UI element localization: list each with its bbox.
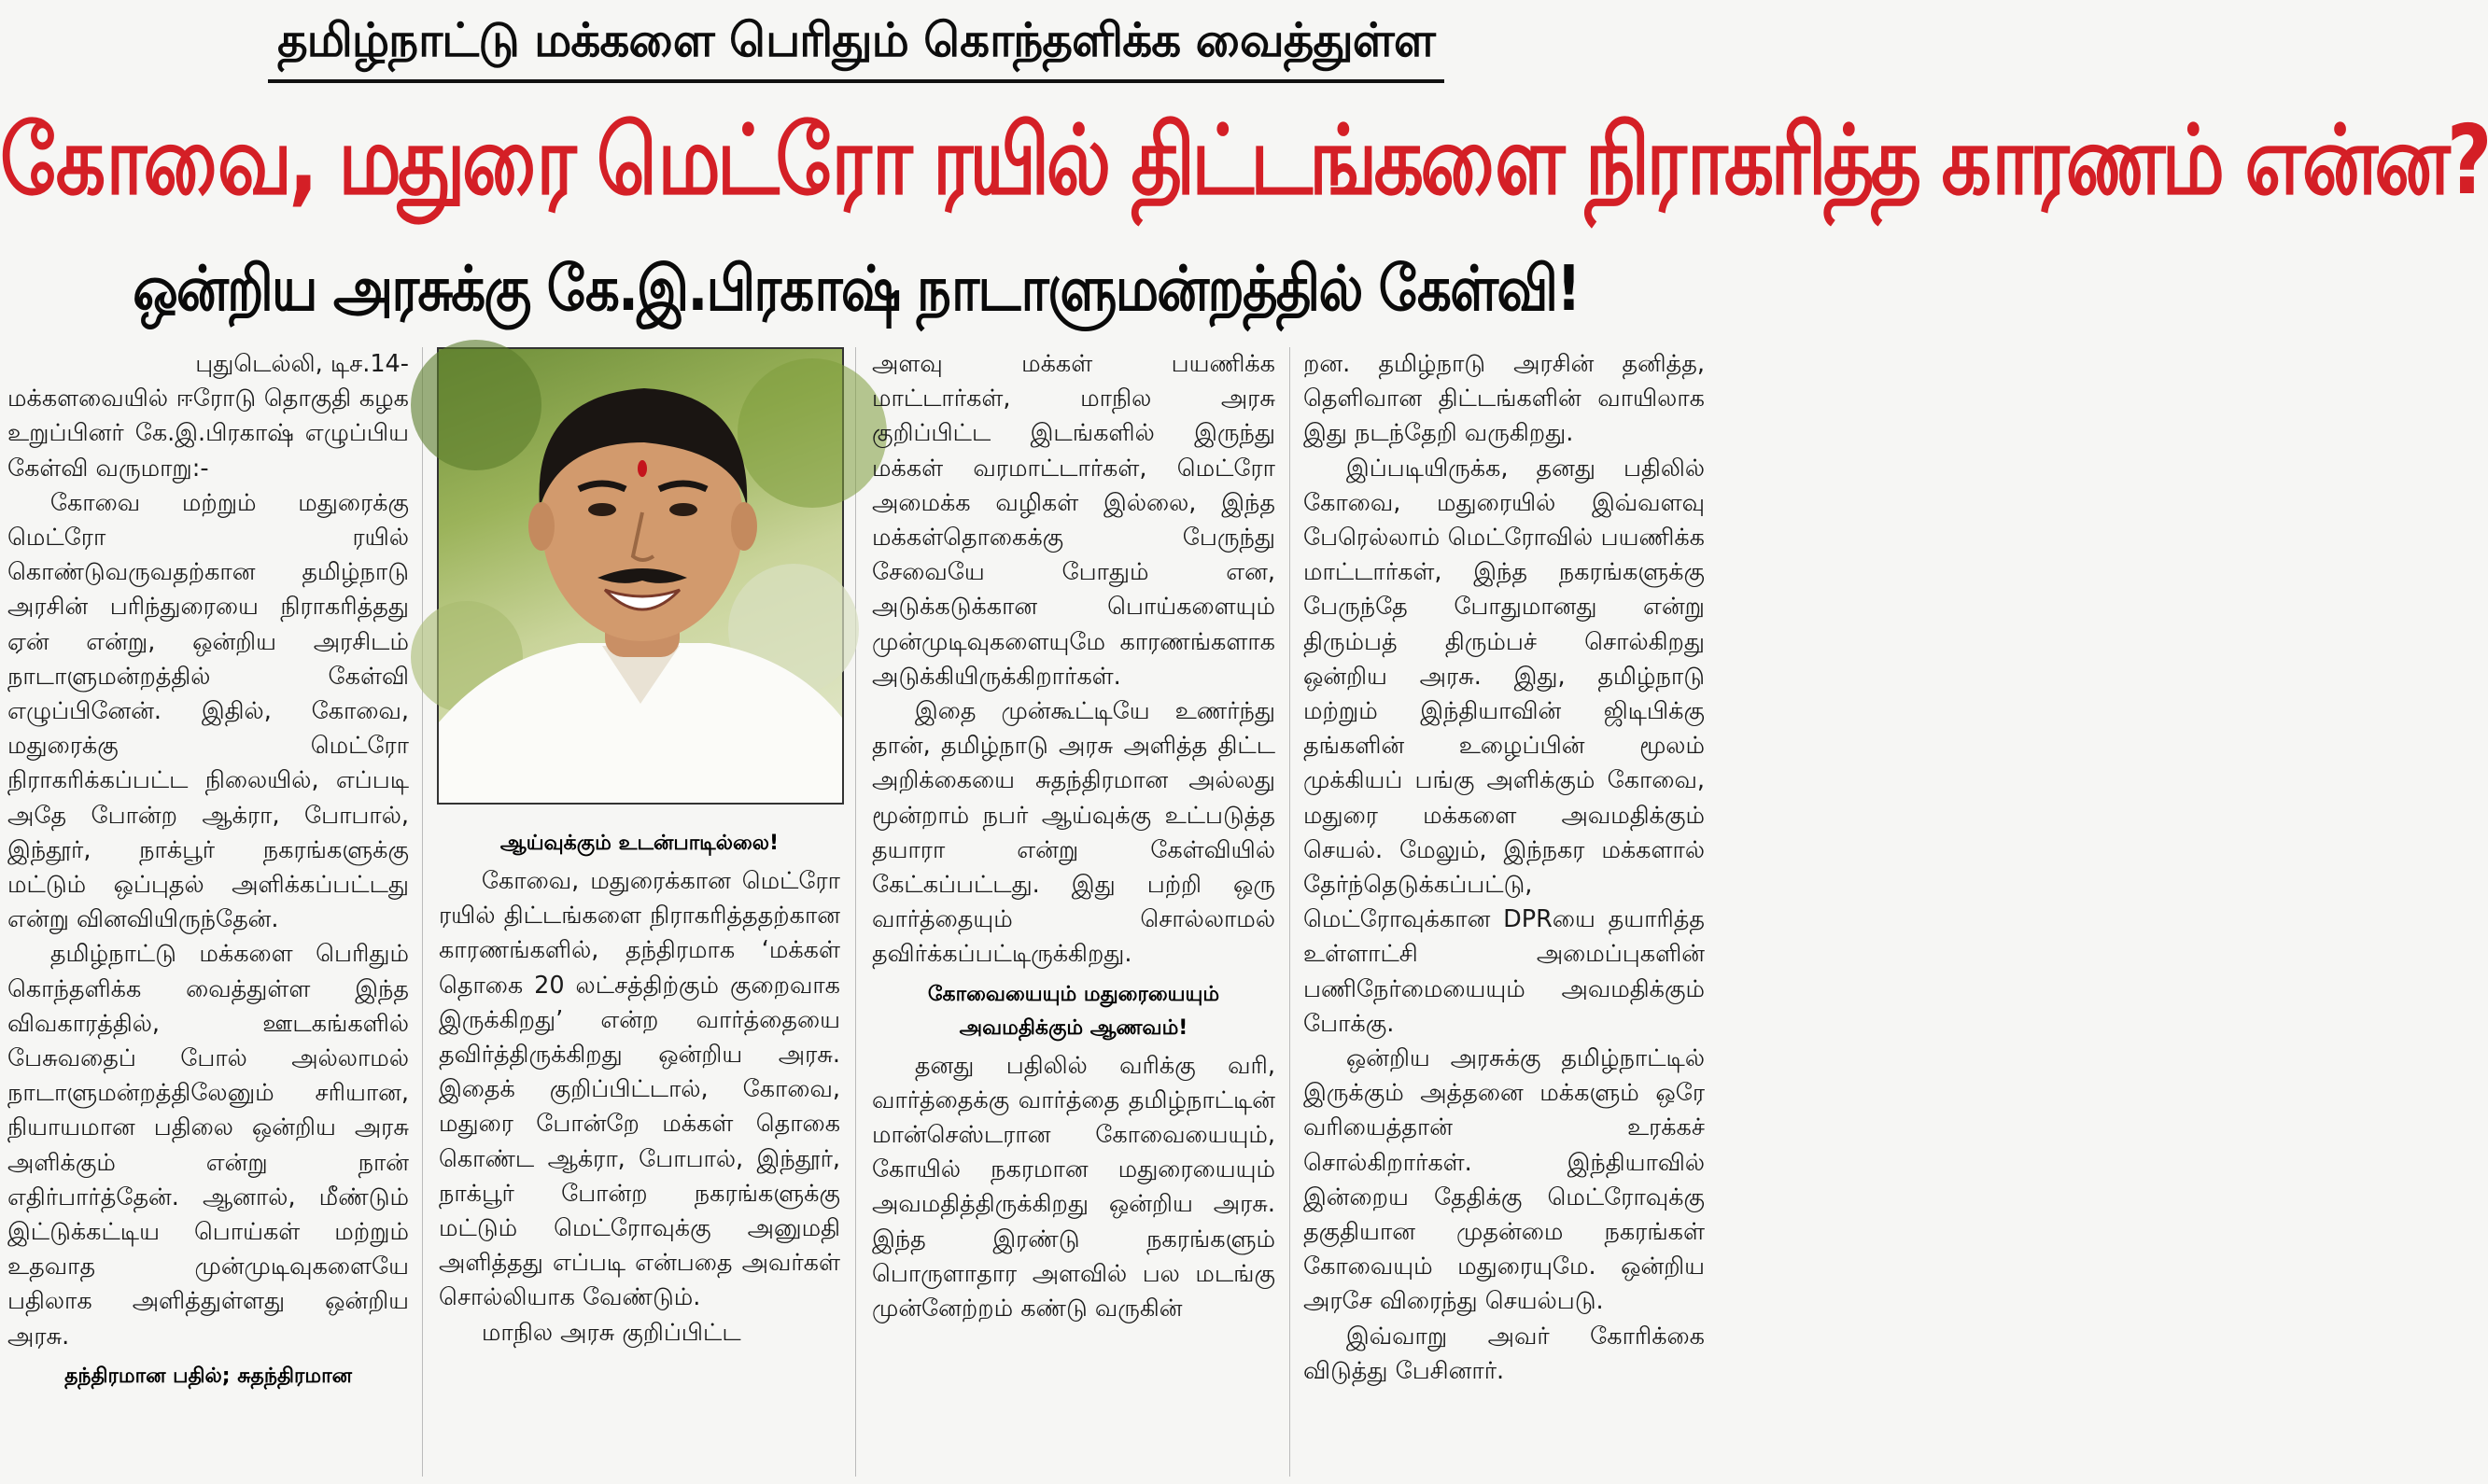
- headline: கோவை, மதுரை மெட்ரோ ரயில் திட்டங்களை நிராகரித்த காரணம் என்ன?: [0, 105, 2488, 217]
- portrait-illustration: [439, 349, 842, 803]
- article-column-1: [7, 347, 409, 1397]
- column-divider: [1289, 347, 1290, 1477]
- subheadline: ஒன்றிய அரசுக்கு கே.இ.பிரகாஷ் நாடாளுமன்றத்தில் கேள்வி!: [133, 252, 1580, 326]
- paragraph: இவ்வாறு அவர் கோரிக்கை விடுத்து பேசினார்.: [1303, 1322, 1705, 1385]
- section-heading: தந்திரமான பதில்; சுதந்திரமான: [64, 1364, 352, 1388]
- article-column-3: [872, 347, 1275, 1326]
- paragraph: மக்களவையில் ஈரோடு தொகுதி கழக உறுப்பினர் கே.இ.பிரகாஷ் எழுப்பிய கேள்வி வருமாறு:-: [7, 385, 409, 483]
- paragraph: கோவை, மதுரைக்கான மெட்ரோ ரயில் திட்டங்களை நிராகரித்ததற்கான காரணங்களில், தந்திரமாக ‘மக்கள் தொகை 20 லட்சத்திற்கும் குறைவாக இருக்கிறது’ என்ற வார்த்தையை தவிர்த்திருக்கிறது ஒன்றிய அரசு. இதைக் குறிப்பிட்டால், கோவை, மதுரை போன்றே மக்கள் தொகை கொண்ட ஆக்ரா, போபால், இந்தூர், நாக்பூர் போன்ற நகரங்களுக்கு மட்டும் மெட்ரோவுக்கு அனுமதி அளித்தது எப்படி என்பதை அவர்கள் சொல்லியாக வேண்டும்.: [439, 867, 840, 1312]
- paragraph: அளவு மக்கள் பயணிக்க மாட்டார்கள், மாநில அரசு குறிப்பிட்ட இடங்களில் இருந்து மக்கள் வரமாட்டார்கள், மெட்ரோ அமைக்க வழிகள் இல்லை, இந்த மக்கள்தொகைக்கு பேருந்து சேவையே போதும் என, அடுக்கடுக்கான பொய்களையும் முன்முடிவுகளையுமே காரணங்களாக அடுக்கியிருக்கிறார்கள்.: [872, 350, 1275, 691]
- column-divider: [422, 347, 423, 1477]
- article-column-2: [439, 821, 840, 1351]
- kicker-text: தமிழ்நாட்டு மக்களை பெரிதும் கொந்தளிக்க வைத்துள்ள: [268, 13, 1444, 83]
- dateline: புதுடெல்லி, டிச.14-: [195, 350, 409, 378]
- paragraph: மாநில அரசு குறிப்பிட்ட: [481, 1318, 741, 1347]
- section-heading: ஆய்வுக்கும் உடன்பாடில்லை!: [499, 832, 780, 855]
- section-heading-line: அவமதிக்கும் ஆணவம்!: [959, 1015, 1188, 1040]
- article-column-4: [1303, 347, 1705, 1389]
- paragraph: தமிழ்நாட்டு மக்களை பெரிதும் கொந்தளிக்க வைத்துள்ள இந்த விவகாரத்தில், ஊடகங்களில் பேசுவதைப் போல் அல்லாமல் நாடாளுமன்றத்திலேனும் சரியான, நியாயமான பதிலை ஒன்றிய அரசு அளிக்கும் என்று நான் எதிர்பார்த்தேன். ஆனால், மீண்டும் இட்டுக்கட்டிய பொய்கள் மற்றும் உதவாத முன்முடிவுகளையே பதிலாக அளித்துள்ளது ஒன்றிய அரசு.: [7, 940, 409, 1351]
- section-heading-line: கோவையையும் மதுரையையும்: [927, 982, 1220, 1006]
- paragraph: றன. தமிழ்நாடு அரசின் தனித்த, தெளிவான திட்டங்களின் வாயிலாக இது நடந்தேறி வருகிறது.: [1303, 350, 1705, 448]
- paragraph: இதை முன்கூட்டியே உணர்ந்து தான், தமிழ்நாடு அரசு அளித்த திட்ட அறிக்கையை சுதந்திரமான அல்லது மூன்றாம் நபர் ஆய்வுக்கு உட்படுத்த தயாரா என்று கேள்வியில் கேட்கப்பட்டது. இது பற்றி ஒரு வார்த்தையும் சொல்லாமல் தவிர்க்கப்பட்டிருக்கிறது.: [872, 697, 1275, 969]
- portrait-photo: [437, 347, 844, 805]
- paragraph: தனது பதிலில் வரிக்கு வரி, வார்த்தைக்கு வார்த்தை தமிழ்நாட்டின் மான்செஸ்டரான கோவையையும், கோயில் நகரமான மதுரையையும் அவமதித்திருக்கிறது ஒன்றிய அரசு. இந்த இரண்டு நகரங்களும் பொருளாதார அளவில் பல மடங்கு முன்னேற்றம் கண்டு வருகின்: [872, 1051, 1275, 1323]
- paragraph: கோவை மற்றும் மதுரைக்கு மெட்ரோ ரயில் கொண்டுவருவதற்கான தமிழ்நாடு அரசின் பரிந்துரையை நிராகரித்தது ஏன் என்று, ஒன்றிய அரசிடம் நாடாளுமன்றத்தில் கேள்வி எழுப்பினேன். இதில், கோவை, மதுரைக்கு மெட்ரோ நிராகரிக்கப்பட்ட நிலையில், எப்படி அதே போன்ற ஆக்ரா, போபால், இந்தூர், நாக்பூர் நகரங்களுக்கு மட்டும் ஒப்புதல் அளிக்கப்பட்டது என்று வினவியிருந்தேன்.: [7, 488, 409, 934]
- section-heading: [872, 978, 1275, 1045]
- paragraph: ஒன்றிய அரசுக்கு தமிழ்நாட்டில் இருக்கும் அத்தனை மக்களும் ஒரே வரியைத்தான் உரக்கச் சொல்கிறார்கள். இந்தியாவில் இன்றைய தேதிக்கு மெட்ரோவுக்கு தகுதியான முதன்மை நகரங்கள் கோவையும் மதுரையுமே. ஒன்றிய அரசே விரைந்து செயல்படு.: [1303, 1044, 1705, 1316]
- paragraph: இப்படியிருக்க, தனது பதிலில் கோவை, மதுரையில் இவ்வளவு பேரெல்லாம் மெட்ரோவில் பயணிக்க மாட்டார்கள், இந்த நகரங்களுக்கு பேருந்தே போதுமானது என்று திரும்பத் திரும்பச் சொல்கிறது ஒன்றிய அரசு. இது, தமிழ்நாடு மற்றும் இந்தியாவின் ஜிடிபிக்கு தங்களின் உழைப்பின் மூலம் முக்கியப் பங்கு அளிக்கும் கோவை, மதுரை மக்களை அவமதிக்கும் செயல். மேலும், இந்நகர மக்களால் தேர்ந்தெடுக்கப்பட்டு, மெட்ரோவுக்கான DPRயை தயாரித்த உள்ளாட்சி அமைப்புகளின் பணிநேர்மையையும் அவமதிக்கும் போக்கு.: [1303, 454, 1705, 1038]
- column-divider: [855, 347, 856, 1477]
- kicker: [0, 13, 1712, 83]
